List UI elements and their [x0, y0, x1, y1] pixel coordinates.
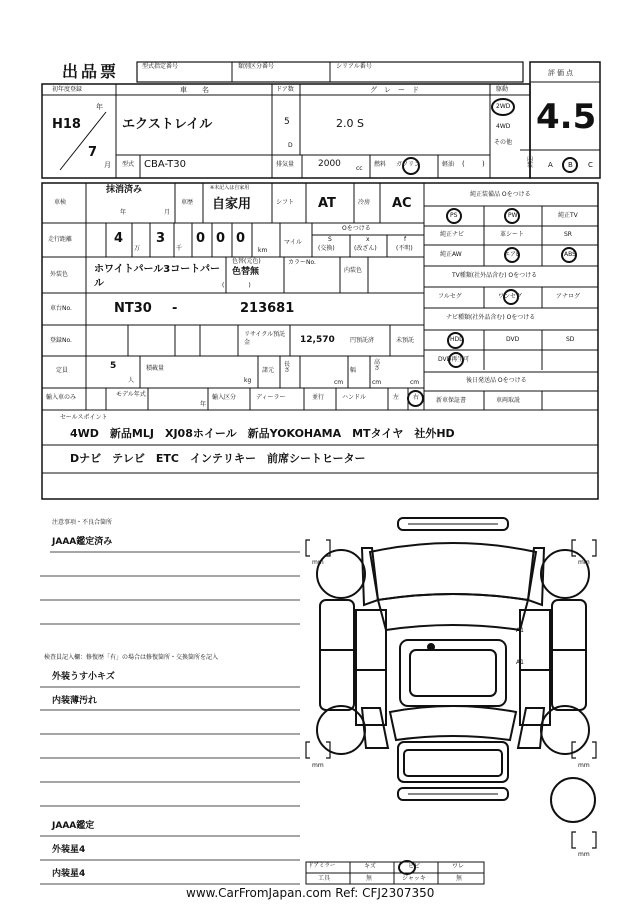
capacity-unit: 人 [128, 377, 135, 384]
displacement-label: 排気量 [276, 161, 295, 168]
interior-c: C [588, 161, 593, 169]
legend-jack: ジャッキ [402, 875, 426, 882]
score-label: 評価点 [548, 69, 575, 77]
model-cert-label: 型式指定番号 [142, 63, 179, 70]
car-diagram [317, 518, 595, 822]
grade-value: 2.0 S [336, 117, 364, 130]
color-no-label: カラーNo. [288, 259, 316, 266]
mark-f: f [404, 236, 407, 243]
load-unit: kg [244, 377, 252, 384]
equip-pw: PW [508, 212, 518, 219]
legend-break: ワレ [452, 863, 465, 870]
fuel-gasoline: ガソリン [396, 161, 421, 168]
mark-label: Oをつける [342, 225, 371, 232]
equip-airbag-circle [504, 247, 520, 263]
drive-2wd-circle [491, 98, 515, 116]
first-reg-label: 初年度登録 [52, 86, 83, 93]
legend-crack: ヒビ [408, 863, 421, 870]
navi-hdd-circle [447, 332, 464, 349]
equip-navi: 純正ナビ [440, 231, 465, 238]
note-3: JAAA鑑定 [52, 821, 95, 831]
interior-b-circle [562, 157, 578, 173]
equip-tv: 純正TV [558, 212, 578, 219]
mm-spare: mm [578, 851, 590, 858]
interior-color-label: 内装色 [344, 267, 363, 274]
chassis-prefix: NT30 [114, 301, 152, 316]
drive-4wd: 4WD [496, 123, 511, 130]
import-dealer: ディーラー [256, 394, 286, 401]
legend-tool: 工具 [318, 875, 331, 882]
model-value: CBA-T30 [144, 159, 186, 170]
car-name-label: 車 名 [180, 86, 213, 94]
footer-watermark: www.CarFromJapan.com Ref: CFJ2307350 [186, 886, 435, 900]
cooling-value: AC [392, 196, 412, 211]
color-change-paren: ( ) [222, 282, 251, 289]
mm-front-left: mm [312, 559, 324, 566]
shift-label: シフト [276, 199, 295, 206]
car-name-value: エクストレイル [122, 117, 213, 132]
model-label: 型式 [122, 161, 135, 168]
navi-hdd: HDD [450, 336, 464, 343]
first-reg-month: 7 [88, 145, 98, 160]
mark-s-text: (交換) [318, 245, 335, 252]
width-unit: cm [372, 379, 382, 386]
chassis-number: 213681 [240, 301, 295, 316]
fuel-diesel: 軽油 [442, 161, 455, 168]
mm-front-right: mm [578, 559, 590, 566]
mileage-sen-unit: 千 [176, 245, 183, 252]
recycle-paid: 円預託済 [350, 337, 375, 344]
color-change-label: 色替(元色) [232, 258, 261, 265]
model-year-label: モデル年式 [116, 391, 146, 398]
capacity-value: 5 [110, 361, 117, 371]
history-note: ※未記入は自家用 [210, 185, 250, 191]
size-label: 諸元 [262, 367, 275, 374]
legend-tool-none: 無 [366, 875, 373, 882]
mileage-digit-5: 0 [236, 231, 246, 246]
mile-label: マイル [284, 239, 302, 246]
note-1: 外装うす小キズ [52, 672, 115, 682]
after-warranty: 新車保証書 [436, 397, 467, 404]
interior-a: A [548, 161, 553, 169]
note-2: 内装薄汚れ [52, 696, 98, 706]
class-label: 類別区分番号 [238, 63, 275, 70]
equip-abs-circle [561, 247, 577, 263]
equip-abs: ABS [564, 251, 576, 258]
width-label: 幅 [350, 367, 357, 374]
color-value: ホワイトパール3コートパール [94, 264, 221, 289]
recycle-unpaid: 未預託 [396, 337, 415, 344]
paren-close: ) [482, 160, 485, 168]
fuel-label: 燃料 [374, 161, 387, 168]
load-label: 積載量 [146, 365, 165, 372]
tv-analog: アナログ [556, 293, 581, 300]
tv-oneseg-circle [503, 289, 519, 305]
handle-label: ハンドル [342, 394, 367, 401]
inspection-label: 車検 [54, 199, 67, 206]
equipment-title: 純正装備品 Oをつける [470, 191, 531, 198]
inspection-month-unit: 月 [164, 209, 171, 216]
form-title: 出品票 [62, 62, 120, 81]
handle-right-circle [407, 390, 424, 407]
mm-rear-left: mm [312, 762, 324, 769]
km-unit: km [258, 247, 268, 254]
mileage-man-unit: 万 [134, 245, 141, 252]
navi-dvd-play: DVD再生可 [438, 356, 470, 363]
navi-type-title: ナビ種類(社外品含む) Oをつける [446, 314, 536, 321]
fuel-gasoline-circle [402, 157, 420, 175]
paren-open: ( [462, 160, 465, 168]
inspector-label: 検査員記入欄：修復歴「有」の場合は修復箇所・交換箇所を記入 [44, 654, 219, 661]
equip-sr: SR [564, 231, 572, 238]
note-5: 内装星4 [52, 869, 86, 879]
caution-value: JAAA鑑定済み [52, 537, 113, 547]
inspection-value: 抹消済み [106, 185, 143, 195]
door-suffix: D [288, 142, 293, 149]
drive-other: その他 [494, 139, 513, 146]
sales-label: セールスポイント [60, 414, 108, 421]
equip-ps: PS [450, 212, 458, 219]
history-label: 車歴 [181, 199, 194, 206]
mileage-digit-4: 0 [216, 231, 226, 246]
length-unit: cm [334, 379, 344, 386]
recycle-value: 12,570 [300, 335, 335, 345]
sales-line-1: 4WD 新品MLJ XJ08ホイール 新品YOKOHAMA MTタイヤ 社外HD [70, 427, 455, 440]
drive-2wd: 2WD [496, 103, 511, 110]
doors-value: 5 [284, 117, 290, 127]
legend-crack-circle [398, 860, 416, 875]
tv-fullseg: フルセグ [438, 293, 462, 300]
equip-airbag: エアB [504, 251, 521, 258]
mark-s: S [328, 236, 332, 243]
chassis-dash: - [172, 301, 178, 316]
equip-leather: 革シート [500, 231, 525, 238]
import-label: 輸入車のみ [46, 394, 77, 401]
damage-a1-upper: A1 [516, 627, 524, 634]
interior-label: 内装 [527, 156, 534, 169]
drive-label: 駆動 [496, 86, 509, 93]
legend-scratch: キズ [364, 863, 376, 870]
import-parallel: 並行 [312, 394, 325, 401]
mark-x: x [366, 236, 370, 243]
sales-line-2: Dナビ テレビ ETC インテリキー 前席シートヒーター [70, 452, 366, 465]
navi-dvd-play-circle [448, 352, 464, 368]
recycle-label: リサイクル預託金 [244, 331, 286, 346]
height-unit: cm [410, 379, 420, 386]
mark-x-text: (改ざん) [354, 245, 377, 252]
legend-door-mirror: ドアミラー [308, 863, 336, 869]
mileage-digit-3: 0 [196, 231, 206, 246]
month-unit: 月 [104, 161, 111, 169]
capacity-label: 定員 [56, 367, 69, 374]
year-unit: 年 [96, 103, 103, 111]
mileage-digit-1: 4 [114, 231, 124, 246]
inspection-year-unit: 年 [120, 209, 127, 216]
doors-label: ドア数 [276, 86, 294, 93]
caution-label: 注意事項・不良合箇所 [52, 519, 113, 526]
length-label: 長さ [284, 361, 291, 374]
interior-b: B [568, 161, 573, 169]
height-label: 高さ [374, 359, 381, 372]
tv-oneseg: ワンセグ [498, 293, 523, 300]
history-value: 自家用 [212, 197, 252, 212]
mark-f-text: (不明) [396, 245, 413, 252]
navi-sd: SD [566, 336, 575, 343]
score-value: 4.5 [536, 97, 597, 137]
model-year-unit: 年 [200, 401, 207, 408]
displacement-unit: cc [356, 165, 363, 172]
note-4: 外装星4 [52, 845, 86, 855]
equip-ps-circle [446, 208, 462, 224]
legend-jack-none: 無 [456, 875, 463, 882]
import-class-label: 輸入区分 [212, 394, 237, 401]
reg-label: 登録No. [50, 337, 72, 344]
grade-label: グ レ ー ド [370, 86, 419, 94]
mileage-digit-2: 3 [156, 231, 166, 246]
after-title: 後日発送品 Oをつける [466, 377, 527, 384]
color-label: 外装色 [50, 271, 69, 278]
serial-label: シリアル番号 [336, 63, 372, 70]
equip-aw: 純正AW [440, 251, 462, 258]
tv-type-title: TV種類(社外品含む) Oをつける [452, 272, 538, 279]
after-manual: 車両取説 [496, 397, 521, 404]
displacement-value: 2000 [318, 159, 341, 169]
first-reg-year: H18 [52, 117, 81, 132]
color-change-value: 色替無 [232, 267, 260, 277]
handle-left: 左 [393, 394, 400, 401]
cooling-label: 冷房 [358, 199, 371, 206]
mileage-label: 走行距離 [48, 236, 73, 243]
mm-rear-right: mm [578, 762, 590, 769]
chassis-label: 車台No. [50, 305, 72, 312]
navi-dvd: DVD [506, 336, 520, 343]
shift-value: AT [318, 196, 336, 211]
damage-a1-mid: A1 [516, 659, 524, 666]
equip-pw-circle [504, 208, 520, 224]
handle-right: 右 [413, 394, 420, 401]
